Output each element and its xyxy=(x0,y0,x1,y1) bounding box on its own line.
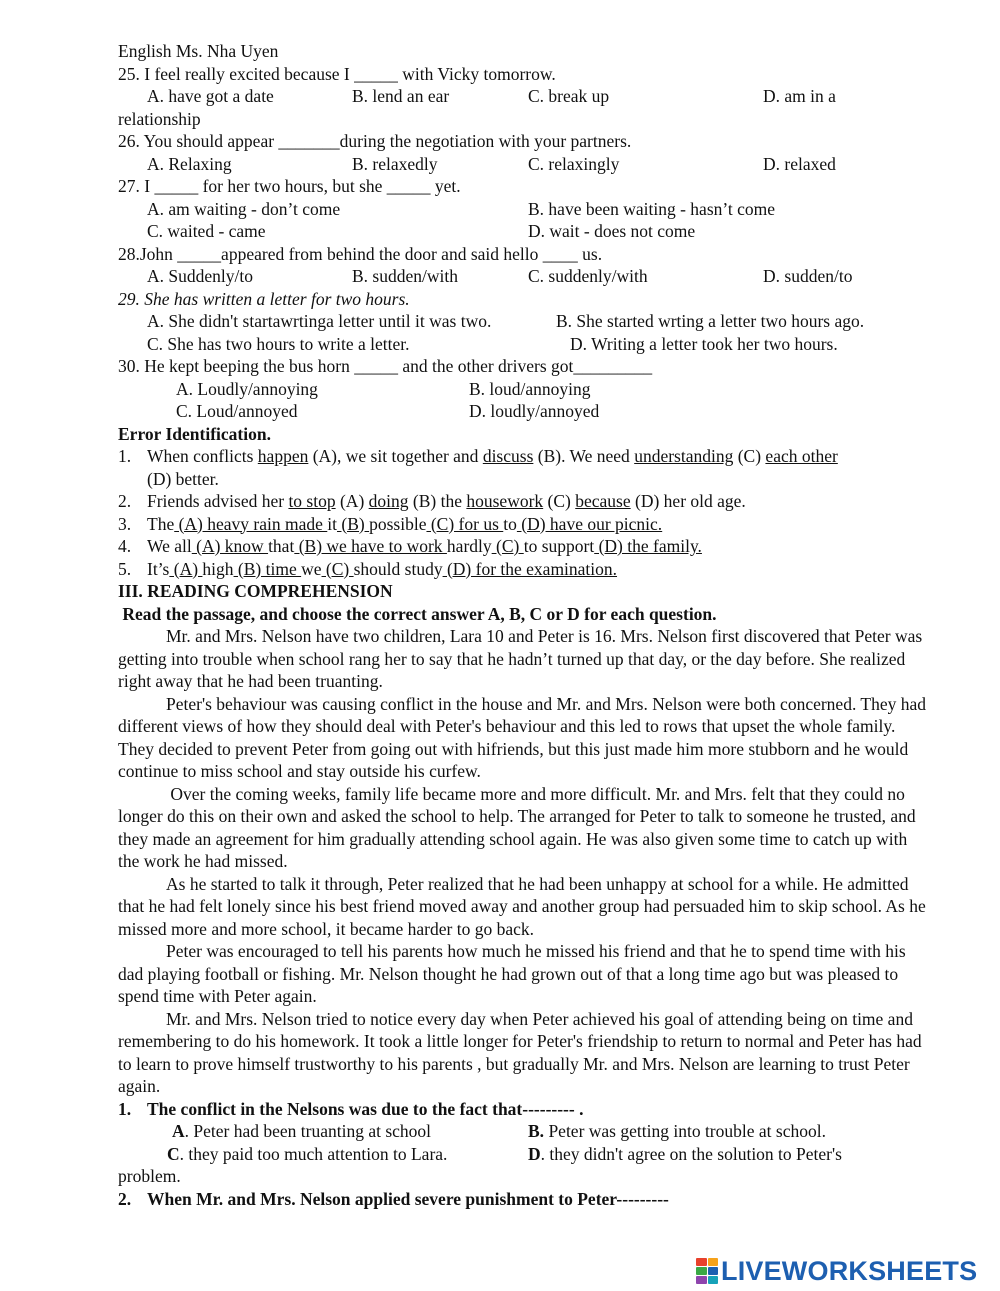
plain-segment: to xyxy=(503,513,517,534)
plain-segment: (B). We need xyxy=(533,446,635,466)
underlined-segment[interactable]: (A) xyxy=(169,558,203,579)
underlined-segment[interactable]: (B) xyxy=(337,513,370,534)
plain-segment: It’s xyxy=(147,558,170,579)
option-a[interactable]: A. Loudly/annoying xyxy=(176,378,318,399)
error-identification-list xyxy=(118,445,928,580)
page-header: English Ms. Nha Uyen xyxy=(118,41,279,61)
option-a[interactable]: A. have got a date xyxy=(147,86,274,106)
option-a[interactable]: A. Suddenly/to xyxy=(147,266,253,286)
underlined-segment[interactable]: (B) time xyxy=(233,558,302,579)
underlined-segment[interactable]: (D) have our picnic. xyxy=(516,513,663,534)
error-item-continued: (D) better. xyxy=(147,468,219,489)
question-28-options xyxy=(118,265,928,288)
liveworksheets-logo xyxy=(696,1255,977,1287)
plain-segment: (B) the xyxy=(408,491,467,511)
question-27-options-cd xyxy=(118,220,928,243)
underlined-segment[interactable]: understanding xyxy=(634,446,734,466)
plain-segment: hardly xyxy=(446,536,492,556)
question-30-options-ab xyxy=(118,378,928,401)
question-27-stem: 27. I _____ for her two hours, but she _____ yet. xyxy=(118,176,461,196)
question-27-options-ab xyxy=(118,198,928,221)
underlined-segment[interactable]: (A) heavy rain made xyxy=(174,513,328,534)
option-c[interactable]: C. She has two hours to write a letter. xyxy=(147,333,410,354)
error-item-2 xyxy=(118,490,928,513)
passage-paragraph-1: Mr. and Mrs. Nelson have two children, Lara 10 and Peter is 16. Mrs. Nelson first discovered that Peter was getting into trouble when school rang her to say that he hadn’t turned up that day, or the day before. She realized right away that he had been truanting. xyxy=(118,626,923,691)
underlined-segment[interactable]: (B) we have to work xyxy=(294,536,447,556)
underlined-segment[interactable]: discuss xyxy=(482,446,534,466)
plain-segment: (C) xyxy=(733,446,766,466)
error-item-1 xyxy=(118,445,928,468)
underlined-segment[interactable]: housework xyxy=(466,491,544,511)
plain-segment: that xyxy=(268,536,295,556)
reading-instruction: Read the passage, and choose the correct answer A, B, C or D for each question. xyxy=(118,603,717,624)
error-identification-title: Error Identification. xyxy=(118,423,271,444)
underlined-segment[interactable]: each other xyxy=(765,446,838,466)
error-item-number: 5. xyxy=(118,558,132,579)
option-c[interactable]: C. relaxingly xyxy=(528,153,620,174)
option-c[interactable]: C. break up xyxy=(528,86,610,106)
logo-tile xyxy=(708,1267,719,1275)
question-25-stem: 25. I feel really excited because I _____ with Vicky tomorrow. xyxy=(118,63,556,84)
plain-segment: (C) xyxy=(543,491,576,511)
error-item-3 xyxy=(118,513,928,536)
plain-segment: We all xyxy=(147,536,192,556)
worksheet-page xyxy=(118,40,928,1210)
option-d[interactable] xyxy=(528,1143,842,1166)
question-number: 2. xyxy=(118,1188,132,1209)
option-d-continued: problem. xyxy=(118,1166,181,1186)
option-b[interactable]: B. have been waiting - hasn’t come xyxy=(528,198,776,219)
brand-name: LIVEWORKSHEETS xyxy=(721,1255,978,1286)
option-b[interactable]: B. lend an ear xyxy=(352,86,450,106)
passage-paragraph-2: Peter's behaviour was causing conflict in the house and Mr. and Mrs. Nelson were both concerned. They had different views of how they should deal with Peter's behaviour and this led to rows that upset the whole family. They decided to prevent Peter from going out with hifriends, but this just made him more stubborn and he would continue to miss school and stay outside his curfew. xyxy=(118,693,926,781)
option-d[interactable]: D. relaxed xyxy=(763,153,836,174)
error-item-number: 2. xyxy=(118,491,132,511)
option-c[interactable] xyxy=(167,1143,447,1166)
plain-segment: high xyxy=(202,558,234,579)
question-29-options-cd xyxy=(118,333,928,356)
option-d[interactable]: D. loudly/annoyed xyxy=(469,401,600,421)
option-b[interactable]: B. She started wrting a letter two hours ago. xyxy=(556,311,865,331)
option-a[interactable]: A. She didn't startawrtinga letter until it was two. xyxy=(147,311,492,331)
logo-tile xyxy=(708,1258,719,1266)
underlined-segment[interactable]: (C) xyxy=(321,558,354,579)
reading-section-title: III. READING COMPREHENSION xyxy=(118,581,393,601)
passage-paragraph-5: Peter was encouraged to tell his parents how much he missed his friend and that he to spend time with his dad playing football or fishing. Mr. Nelson thought he had grown out of that a long time ago but was pleased to spend time with Peter again. xyxy=(118,941,906,1006)
plain-segment: Friends advised her xyxy=(147,491,289,511)
underlined-segment[interactable]: (D) the family. xyxy=(594,536,702,556)
option-b[interactable] xyxy=(528,1120,826,1143)
option-b[interactable]: B. relaxedly xyxy=(352,153,438,174)
error-item-number: 4. xyxy=(118,536,132,556)
plain-segment: it xyxy=(327,513,338,534)
reading-question-1-options-ab xyxy=(118,1120,928,1143)
question-29-options-ab xyxy=(118,310,928,333)
reading-question-2-stem xyxy=(118,1188,928,1211)
underlined-segment[interactable]: to stop xyxy=(288,491,336,511)
option-d-continued: relationship xyxy=(118,108,201,129)
logo-tile xyxy=(696,1267,707,1275)
option-d[interactable]: D. Writing a letter took her two hours. xyxy=(570,333,838,354)
question-28-stem: 28.John _____appeared from behind the door and said hello ____ us. xyxy=(118,243,603,264)
underlined-segment[interactable]: (C) xyxy=(491,536,524,556)
option-c[interactable]: C. waited - came xyxy=(147,221,266,241)
plain-segment: should study xyxy=(353,558,443,579)
option-text: . they didn't agree on the solution to Peter's xyxy=(540,1143,842,1164)
underlined-segment[interactable]: happen xyxy=(257,446,309,466)
plain-segment: The xyxy=(147,513,175,534)
logo-tile xyxy=(696,1276,707,1284)
question-30-options-cd xyxy=(118,400,928,423)
reading-question-1-stem xyxy=(118,1098,928,1121)
question-30-stem: 30. He kept beeping the bus horn _____ and the other drivers got_________ xyxy=(118,356,653,376)
reading-question-1-options-cd xyxy=(118,1143,928,1166)
error-item-4 xyxy=(118,535,928,558)
option-d[interactable]: D. sudden/to xyxy=(763,266,853,286)
reading-passage xyxy=(118,625,928,1098)
option-d[interactable]: D. am in a xyxy=(763,86,836,106)
plain-segment: (A), we sit together and xyxy=(308,446,483,466)
option-a[interactable] xyxy=(172,1120,431,1143)
underlined-segment[interactable]: because xyxy=(575,491,631,511)
option-d[interactable]: D. wait - does not come xyxy=(528,221,696,241)
error-item-number: 1. xyxy=(118,446,132,466)
question-25-options xyxy=(118,85,928,108)
option-text: . Peter had been truanting at school xyxy=(184,1121,432,1141)
option-letter: B. xyxy=(528,1121,545,1141)
passage-paragraph-6: Mr. and Mrs. Nelson tried to notice every day when Peter achieved his goal of attending being on time and remembering to do his homework. It took a little longer for Peter's friendship to return to normal and Peter has had to learn to prove himself trustworthy to his parents , but gradually Mr. and Mrs. Nelson are learning to trust Peter again. xyxy=(118,1008,922,1096)
error-item-number: 3. xyxy=(118,513,132,534)
question-text: The conflict in the Nelsons was due to the fact that--------- . xyxy=(147,1098,584,1119)
option-letter: A xyxy=(172,1121,185,1141)
question-26-stem: 26. You should appear _______during the negotiation with your partners. xyxy=(118,131,632,151)
option-b[interactable]: B. loud/annoying xyxy=(469,378,591,399)
option-a[interactable]: A. am waiting - don’t come xyxy=(147,198,341,219)
question-26-options xyxy=(118,153,928,176)
passage-paragraph-3: Over the coming weeks, family life became more and more difficult. Mr. and Mrs. felt that they could no longer do this on their own and asked the school to help. The arranged for Peter to talk to someone he trusted, and they made an agreement for him gradually attending school again. He was also given some time to catch up with the work he had missed. xyxy=(118,783,921,871)
option-c[interactable]: C. Loud/annoyed xyxy=(176,401,298,421)
logo-tile xyxy=(696,1258,707,1266)
option-c[interactable]: C. suddenly/with xyxy=(528,266,648,286)
error-item-5 xyxy=(118,558,928,581)
plain-segment: we xyxy=(301,558,322,579)
underlined-segment[interactable]: doing xyxy=(368,491,409,511)
liveworksheets-logo-icon xyxy=(696,1258,718,1284)
option-b[interactable]: B. sudden/with xyxy=(352,266,458,286)
plain-segment: possible xyxy=(369,513,427,534)
logo-tile xyxy=(708,1276,719,1284)
plain-segment: When conflicts xyxy=(147,446,258,466)
plain-segment: (A) xyxy=(335,491,369,511)
underlined-segment[interactable]: (C) for us xyxy=(426,513,504,534)
option-text: . they paid too much attention to Lara. xyxy=(179,1143,448,1164)
option-letter: D xyxy=(528,1143,541,1164)
option-a[interactable]: A. Relaxing xyxy=(147,153,232,174)
option-letter: C xyxy=(167,1143,180,1164)
plain-segment: to support xyxy=(523,536,595,556)
plain-segment: (D) her old age. xyxy=(630,491,746,511)
option-text: Peter was getting into trouble at school. xyxy=(544,1121,826,1141)
underlined-segment[interactable]: (A) know xyxy=(191,536,269,556)
underlined-segment[interactable]: (D) for the examination. xyxy=(442,558,618,579)
question-29-stem: 29. She has written a letter for two hours. xyxy=(118,288,410,309)
question-text: When Mr. and Mrs. Nelson applied severe punishment to Peter--------- xyxy=(147,1188,669,1209)
question-number: 1. xyxy=(118,1098,132,1119)
passage-paragraph-4: As he started to talk it through, Peter realized that he had been unhappy at school for a while. He admitted that he had felt lonely since his best friend moved away and another group had persuaded him to skip school. As he missed more and more school, it became harder to go back. xyxy=(118,873,926,939)
